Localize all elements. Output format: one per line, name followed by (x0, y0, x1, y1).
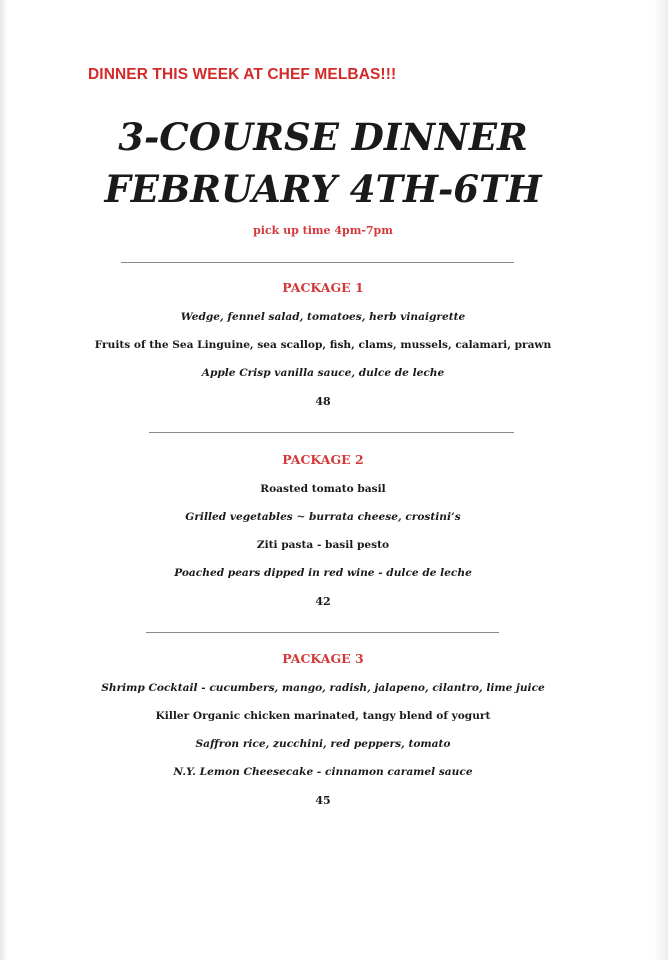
package-1-title: PACKAGE 1 (282, 280, 364, 295)
package-2-item: Roasted tomato basil (260, 483, 386, 495)
page-edge-right (654, 0, 668, 960)
package-2-item: Poached pears dipped in red wine - dulce de leche (174, 567, 472, 579)
package-2-title: PACKAGE 2 (282, 452, 364, 467)
package-1-item: Fruits of the Sea Linguine, sea scallop, fish, clams, mussels, calamari, prawn (94, 339, 552, 351)
package-3-item: N.Y. Lemon Cheesecake - cinnamon caramel sauce (173, 766, 473, 778)
package-2-item: Grilled vegetables ~ burrata cheese, crostini’s (185, 511, 461, 523)
package-3-item: Shrimp Cocktail - cucumbers, mango, radish, jalapeno, cilantro, lime juice (101, 682, 545, 694)
package-2-price: 42 (315, 595, 331, 608)
package-1-item: Wedge, fennel salad, tomatoes, herb vinaigrette (180, 311, 466, 323)
pickup-time: pick up time 4pm-7pm (253, 224, 393, 237)
package-3-item: Killer Organic chicken marinated, tangy blend of yogurt (155, 710, 491, 722)
package-1-item: Apple Crisp vanilla sauce, dulce de leche (201, 367, 445, 379)
divider (146, 632, 499, 633)
package-3-price: 45 (315, 794, 331, 807)
divider (121, 262, 514, 263)
package-2-item: Ziti pasta - basil pesto (256, 539, 390, 551)
divider (149, 432, 514, 433)
package-3-item: Saffron rice, zucchini, red peppers, tomato (195, 738, 451, 750)
title-line-1: 3-COURSE DINNER (118, 115, 528, 159)
package-1-price: 48 (315, 395, 331, 408)
headline: DINNER THIS WEEK AT CHEF MELBAS!!! (88, 66, 397, 83)
title-line-2: FEBRUARY 4TH-6TH (104, 167, 542, 211)
package-3-title: PACKAGE 3 (282, 651, 364, 666)
